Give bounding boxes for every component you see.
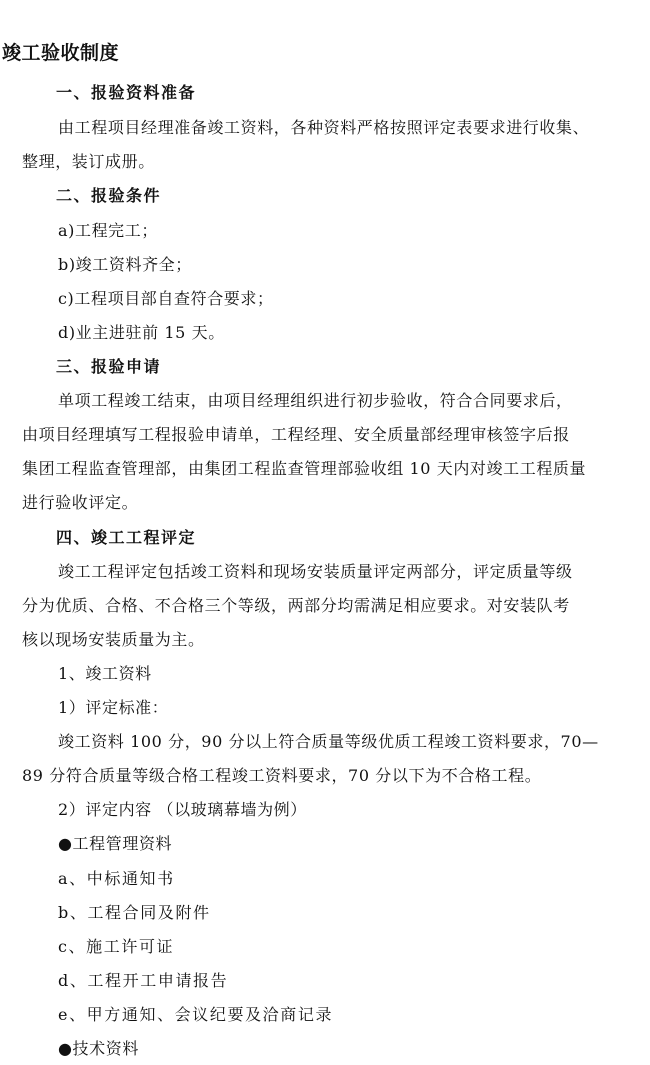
paragraph-line: 由工程项目经理准备竣工资料，各种资料严格按照评定表要求进行收集、 — [58, 118, 590, 137]
paragraph-line: 竣工工程评定包括竣工资料和现场安装质量评定两部分，评定质量等级 — [58, 562, 573, 581]
list-item: b、工程合同及附件 — [58, 903, 211, 922]
paragraph-line: 整理，装订成册。 — [22, 152, 155, 171]
list-item: a、中标通知书 — [58, 869, 175, 888]
paragraph-line: 由项目经理填写工程报验申请单，工程经理、安全质量部经理审核签字后报 — [22, 425, 570, 444]
paragraph-line: 进行验收评定。 — [22, 493, 139, 512]
section-heading-4: 四、竣工工程评定 — [56, 528, 197, 547]
paragraph-line: 单项工程竣工结束，由项目经理组织进行初步验收，符合合同要求后， — [58, 391, 573, 410]
subsection-heading: 2）评定内容 （以玻璃幕墙为例） — [58, 800, 307, 819]
bullet-heading: ●工程管理资料 — [58, 834, 173, 853]
paragraph-line: 集团工程监查管理部，由集团工程监查管理部验收组 10 天内对竣工工程质量 — [22, 459, 587, 478]
paragraph-line: 核以现场安装质量为主。 — [22, 630, 205, 649]
bullet-heading: ●技术资料 — [58, 1039, 139, 1058]
page-title: 竣工验收制度 — [2, 42, 120, 64]
paragraph-line: 89 分符合质量等级合格工程竣工资料要求，70 分以下为不合格工程。 — [22, 766, 542, 785]
section-heading-1: 一、报验资料准备 — [56, 83, 197, 102]
condition-item-d: d)业主进驻前 15 天。 — [58, 323, 225, 342]
section-heading-3: 三、报验申请 — [56, 357, 162, 376]
paragraph-line: 分为优质、合格、不合格三个等级，两部分均需满足相应要求。对安装队考 — [22, 596, 570, 615]
subsection-heading: 1、竣工资料 — [58, 664, 152, 683]
paragraph-line: 竣工资料 100 分，90 分以上符合质量等级优质工程竣工资料要求，70— — [58, 732, 599, 751]
condition-item-a: a)工程完工； — [58, 221, 158, 240]
list-item: e、甲方通知、会议纪要及洽商记录 — [58, 1005, 334, 1024]
list-item: d、工程开工申请报告 — [58, 971, 229, 990]
condition-item-b: b)竣工资料齐全； — [58, 255, 192, 274]
list-item: c、施工许可证 — [58, 937, 175, 956]
section-heading-2: 二、报验条件 — [56, 186, 162, 205]
subsection-heading: 1）评定标准： — [58, 698, 169, 717]
condition-item-c: c)工程项目部自查符合要求； — [58, 289, 274, 308]
